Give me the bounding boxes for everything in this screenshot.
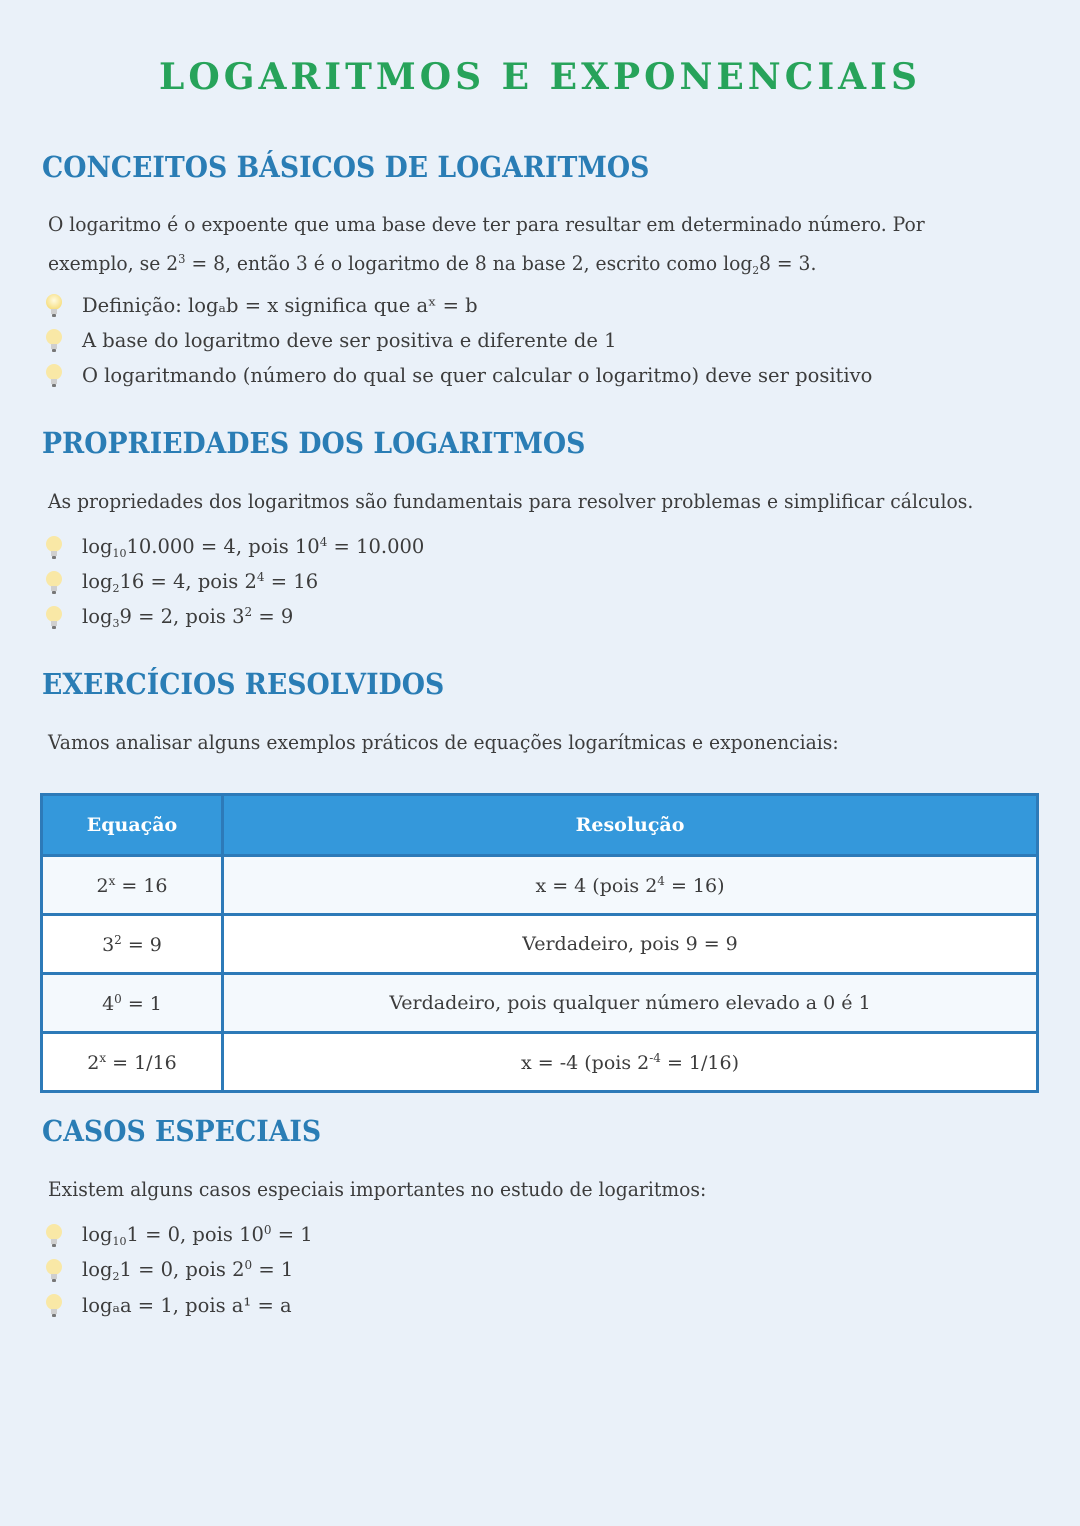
section-paragraph-casos: Existem alguns casos especiais importantes no estudo de logaritmos: [48,1178,707,1201]
list-item [44,600,424,635]
lightbulb-icon [44,535,64,561]
bullet-list-propriedades [44,530,424,635]
equation-cell: $3^2 = 9$ [43,915,223,974]
list-item-text: O logaritmando (número do qual se quer calcular o logaritmo) deve ser positivo [82,364,873,387]
list-item-text: $\log_216 = 4$, pois $2^4 = 16$ [82,570,319,595]
lightbulb-icon [44,1223,64,1249]
table-header-row [43,796,1036,856]
lightbulb-icon [44,570,64,596]
list-item [44,1218,313,1253]
bullet-list-casos [44,1218,313,1323]
paragraph-line: O logaritmo é o expoente que uma base deve ter para resultar em determinado número. Por [48,213,925,236]
section-heading-propriedades: PROPRIEDADES DOS LOGARITMOS [42,426,586,460]
list-item-text: $\log_39 = 2$, pois $3^2 = 9$ [82,605,294,630]
table-row [43,1033,1036,1091]
resolution-cell: Verdadeiro, pois 9 = 9 [223,915,1037,974]
exercises-table [40,793,1039,1093]
table-row [43,974,1036,1033]
superscript: 3 [178,252,186,266]
section-heading-exercicios: EXERCÍCIOS RESOLVIDOS [42,667,445,701]
paragraph-text: 8 = 3. [759,252,817,275]
list-item [44,358,872,393]
list-item-text: $\log_{10}1 = 0$, pois $10^0 = 1$ [82,1223,313,1248]
lightbulb-icon [44,1258,64,1284]
bullet-list-conceitos [44,288,872,393]
list-item-text: Definição: logₐb = x significa que aˣ = b [82,294,478,317]
table-row [43,856,1036,915]
list-item [44,565,424,600]
list-item [44,288,872,323]
list-item-text: $\log_{10}10.000 = 4$, pois $10^4 = 10.000$ [82,535,425,560]
list-item [44,1253,313,1288]
lightbulb-icon [44,328,64,354]
resolution-cell: Verdadeiro, pois qualquer número elevado a 0 é 1 [223,974,1037,1033]
paragraph-text: = 8, então 3 é o logaritmo de 8 na base 2, escrito como log [185,252,753,275]
equation-cell: $2^x = 1/16$ [43,1033,223,1091]
section-heading-casos: CASOS ESPECIAIS [42,1114,322,1148]
table-row [43,915,1036,974]
section-paragraph-exercicios: Vamos analisar alguns exemplos práticos de equações logarítmicas e exponenciais: [48,731,839,754]
page-title: LOGARITMOS E EXPONENCIAIS [159,56,921,98]
lightbulb-icon [44,1293,64,1319]
list-item [44,530,424,565]
list-item-text: logₐa = 1, pois a¹ = a [82,1294,292,1317]
subscript: 2 [752,264,760,277]
list-item-text: $\log_21 = 0$, pois $2^0 = 1$ [82,1258,294,1283]
section-paragraph-conceitos [48,207,1008,288]
column-header-resolucao: Resolução [223,796,1037,856]
list-item [44,323,872,358]
resolution-cell: x = -4 (pois $2^{-4} = 1/16$) [223,1033,1037,1091]
list-item-text: A base do logaritmo deve ser positiva e diferente de 1 [82,329,617,352]
column-header-equacao: Equação [43,796,223,856]
lightbulb-icon [44,363,64,389]
lightbulb-icon [44,605,64,631]
section-paragraph-propriedades: As propriedades dos logaritmos são fundamentais para resolver problemas e simplificar cálculos. [48,490,974,513]
list-item [44,1288,313,1323]
resolution-cell: x = 4 (pois $2^4 = 16$) [223,856,1037,915]
equation-cell: $4^0 = 1$ [43,974,223,1033]
paragraph-text: exemplo, se 2 [48,252,179,275]
section-heading-conceitos: CONCEITOS BÁSICOS DE LOGARITMOS [42,150,650,184]
equation-cell: $2^x = 16$ [43,856,223,915]
lightbulb-icon [44,293,64,319]
